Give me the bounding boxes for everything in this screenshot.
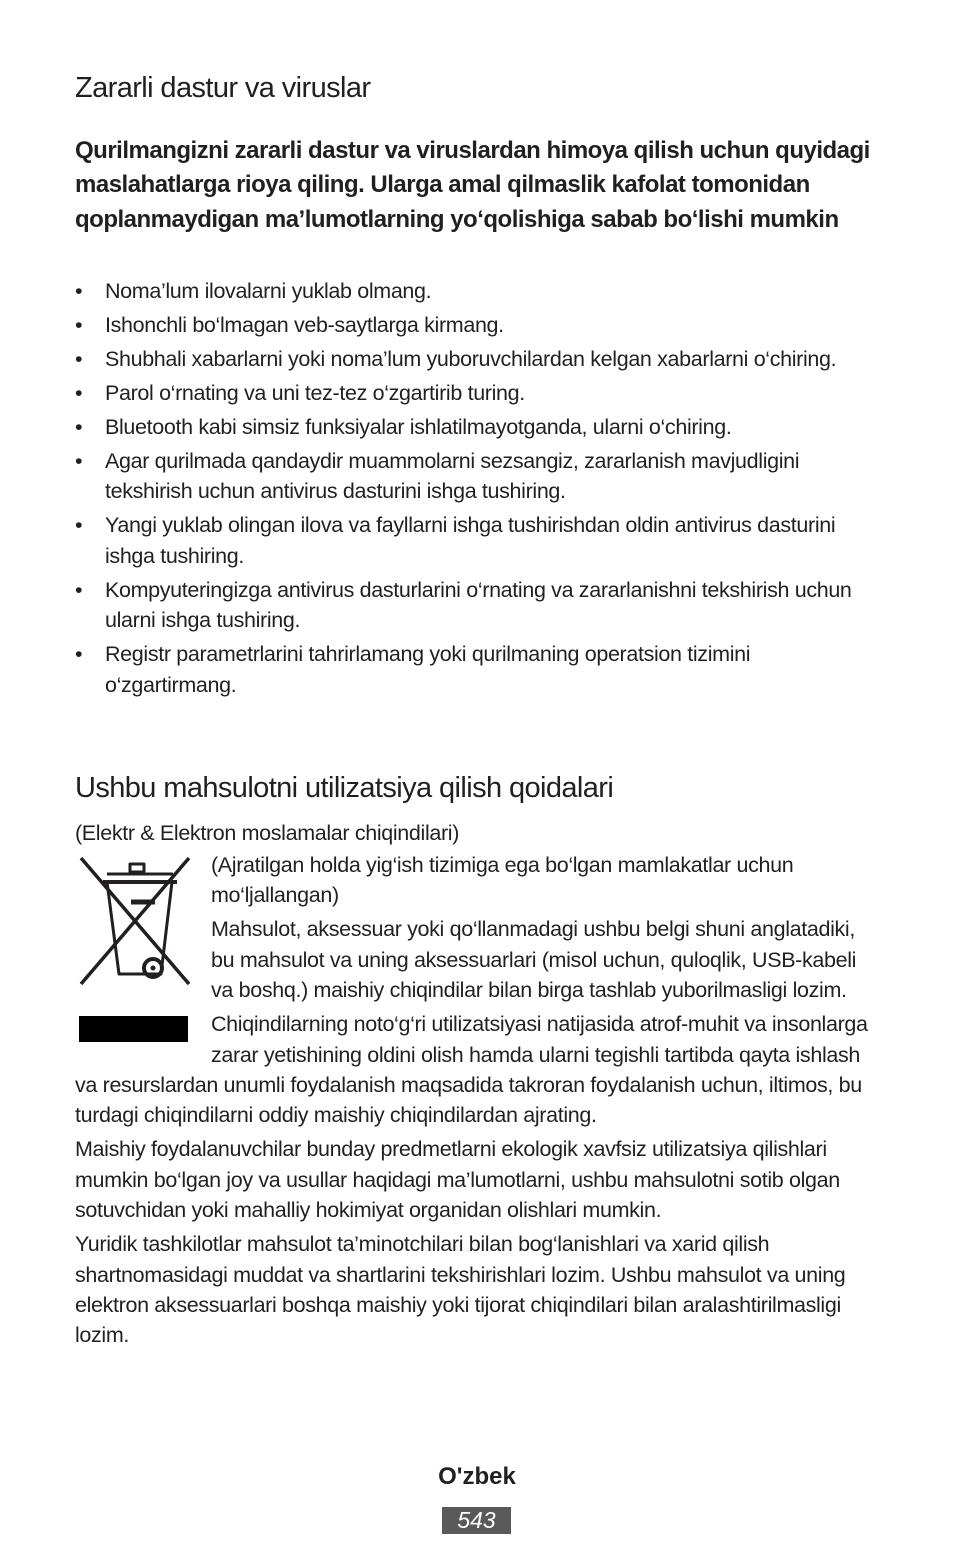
paragraph: Mahsulot, aksessuar yoki qo‘llanmadagi ushbu belgi shuni anglatadiki, bu mahsulot va uning aksessuarlari (misol uchun, quloqlik, USB-kabeli va boshq.) maishiy chiqindilar bilan birga tashlab yuborilmasligi lozim. bbox=[211, 917, 857, 1003]
section-subtitle: (Elektr & Elektron moslamalar chiqindilari) bbox=[75, 821, 460, 845]
footer-language: O'zbek bbox=[438, 1463, 516, 1490]
bullet-mark: • bbox=[75, 381, 83, 405]
bullet-mark: • bbox=[75, 449, 83, 473]
bullet-list bbox=[75, 276, 880, 704]
paragraph: Chiqindilarning noto‘g‘ri utilizatsiyasi natijasida atrof-muhit va insonlarga zarar yetishining oldini olish hamda ularni tegishli tartibda qayta ishlash va resurslardan unumli foydalanish maqsadida takroran foydalanish uchun, iltimos, bu turdagi chiqindilarni oddiy maishiy chiqindilardan ajrating. bbox=[75, 1012, 868, 1128]
bullet-mark: • bbox=[75, 347, 83, 371]
bullet-mark: • bbox=[75, 642, 83, 667]
section-title-malware: Zararli dastur va viruslar bbox=[75, 72, 371, 104]
crossed-out-wheelie-bin-icon bbox=[75, 852, 195, 1012]
list-item: • Agar qurilmada qandaydir muammolarni sezsangiz, zararlanish mavjudligini tekshirish uchun antivirus dasturini ishga tushiring. bbox=[75, 446, 880, 507]
list-item: • Registr parametrlarini tahrirlamang yoki qurilmaning operatsion tizimini o‘zgartirmang. bbox=[75, 639, 880, 700]
weee-symbol bbox=[75, 850, 211, 1046]
list-item: • Yangi yuklab olingan ilova va fayllarni ishga tushirishdan oldin antivirus dasturini ishga tushiring. bbox=[75, 510, 880, 571]
bullet-mark: • bbox=[75, 313, 83, 337]
page-number: 543 bbox=[442, 1507, 511, 1534]
list-item: • Noma’lum ilovalarni yuklab olmang. bbox=[75, 276, 880, 306]
paragraph: (Ajratilgan holda yig‘ish tizimiga ega bo‘lgan mamlakatlar uchun mo‘ljallangan) bbox=[211, 853, 794, 908]
bullet-mark: • bbox=[75, 415, 83, 439]
black-bar-marking bbox=[79, 1016, 188, 1042]
list-item: • Shubhali xabarlarni yoki noma’lum yuboruvchilardan kelgan xabarlarni o‘chiring. bbox=[75, 344, 880, 374]
disposal-text-block bbox=[75, 850, 880, 1354]
bullet-mark: • bbox=[75, 577, 83, 602]
list-item: • Parol o‘rnating va uni tez-tez o‘zgartirib turing. bbox=[75, 378, 880, 408]
bullet-mark: • bbox=[75, 513, 83, 538]
section-title-disposal: Ushbu mahsulotni utilizatsiya qilish qoidalari bbox=[75, 772, 614, 804]
paragraph: Yuridik tashkilotlar mahsulot ta’minotchilari bilan bog‘lanishlari va xarid qilish shartnomasidagi muddat va shartlarini tekshirishlari lozim. Ushbu mahsulot va uning elektron aksessuarlari boshqa maishiy yoki tijorat chiqindilari bilan aralashtirilmasligi lozim. bbox=[75, 1232, 846, 1348]
paragraph: Maishiy foydalanuvchilar bunday predmetlarni ekologik xavfsiz utilizatsiya qilishlari mumkin bo‘lgan joy va usullar haqidagi ma’lumotlarni, ushbu mahsulotni sotib olgan sotuvchidan yoki mahalliy hokimiyat organidan olishlari mumkin. bbox=[75, 1137, 840, 1223]
list-item: • Ishonchli bo‘lmagan veb-saytlarga kirmang. bbox=[75, 310, 880, 340]
list-item: • Bluetooth kabi simsiz funksiyalar ishlatilmayotganda, ularni o‘chiring. bbox=[75, 412, 880, 442]
section-intro-bold: Qurilmangizni zararli dastur va viruslardan himoya qilish uchun quyidagi maslahatlarga rioya qiling. Ularga amal qilmaslik kafolat tomonidan qoplanmaydigan ma’lumotlarning yo‘qolishiga sabab bo‘lishi mumkin bbox=[75, 137, 870, 233]
list-item: • Kompyuteringizga antivirus dasturlarini o‘rnating va zararlanishni tekshirish uchun ularni ishga tushiring. bbox=[75, 575, 880, 636]
bullet-mark: • bbox=[75, 279, 83, 303]
